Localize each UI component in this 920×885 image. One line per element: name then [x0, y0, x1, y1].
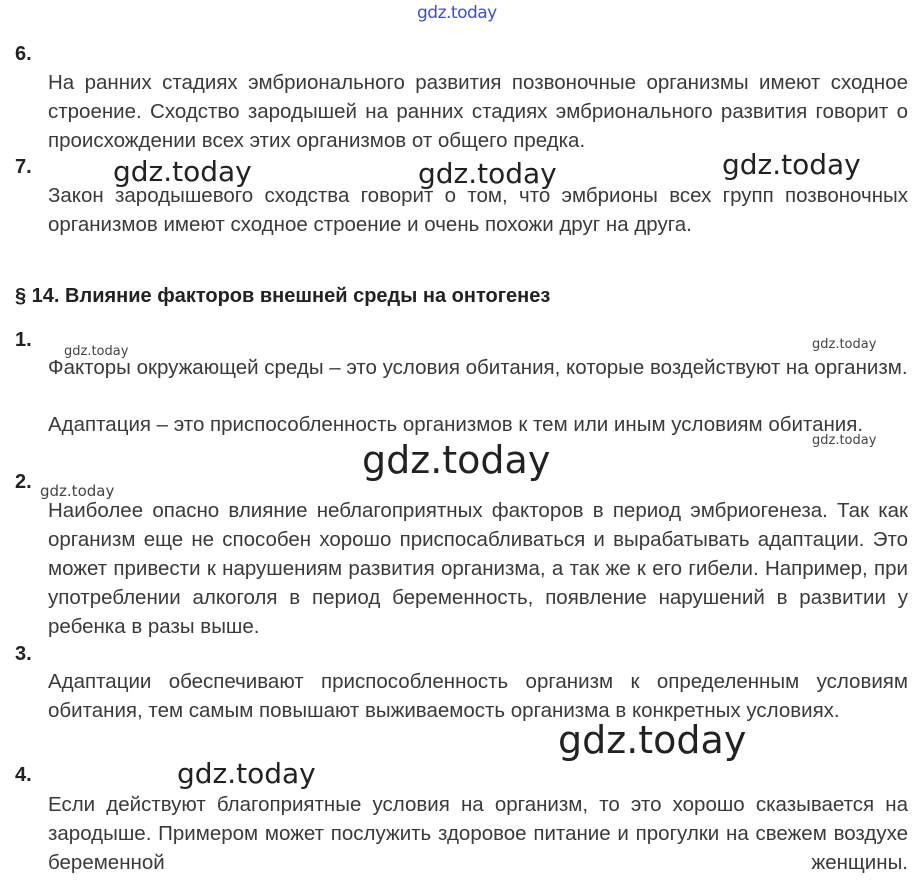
- watermark-logo: gdz.today: [812, 337, 877, 352]
- section-heading: § 14. Влияние факторов внешней среды на онтогенез: [15, 285, 551, 307]
- watermark-logo: gdz.today: [418, 157, 557, 190]
- item-text-6: На ранних стадиях эмбрионального развития позвоночные организмы имеют сходное строение. Сходство зародышей на ранних стадиях эмбрионального развития говорит о происхождении всех этих организмов от общего предка.: [48, 71, 908, 152]
- watermark-logo: gdz.today: [64, 344, 129, 359]
- top-watermark: gdz.today: [417, 3, 497, 23]
- watermark-logo: gdz.today: [177, 757, 316, 790]
- item-text-4: Если действуют благоприятные условия на организм, то это хорошо сказывается на зародыше. Примером может послужить здоровое питание и прогулки на свежем воздухе беременной женщины.: [48, 793, 908, 874]
- item-text-1b: Адаптация – это приспособленность организмов к тем или иным условиям обитания.: [48, 413, 864, 436]
- item-text-1a: Факторы окружающей среды – это условия обитания, которые воздействуют на организм.: [48, 356, 908, 379]
- item-number-3: 3.: [15, 643, 32, 665]
- watermark-logo: gdz.today: [722, 148, 861, 181]
- item-text-3: Адаптации обеспечивают приспособленность организм к определенным условиям обитания, тем самым повышают выживаемость организма в конкретных условиях.: [48, 670, 908, 722]
- item-number-7: 7.: [15, 156, 32, 178]
- item-number-4: 4.: [15, 764, 32, 786]
- watermark-logo: gdz.today: [558, 718, 747, 762]
- watermark-logo: gdz.today: [40, 482, 115, 500]
- watermark-logo: gdz.today: [812, 433, 877, 448]
- item-number-1: 1.: [15, 329, 32, 351]
- item-number-6: 6.: [15, 43, 32, 65]
- item-number-2: 2.: [15, 471, 32, 493]
- item-text-2: Наиболее опасно влияние неблагоприятных факторов в период эмбриогенеза. Так как организм еще не способен хорошо приспосабливаться и вырабатывать адаптации. Это может привести к нарушениям развития организма, а так же к его гибели. Например, при употреблении алкоголя в период беременность, появление нарушений в развитии у ребенка в разы выше.: [48, 499, 908, 638]
- watermark-logo: gdz.today: [362, 438, 551, 482]
- item-text-7: Закон зародышевого сходства говорит о том, что эмбрионы всех групп позвоночных организмов имеют сходное строение и очень похожи друг на друга.: [48, 184, 908, 236]
- watermark-logo: gdz.today: [113, 155, 252, 188]
